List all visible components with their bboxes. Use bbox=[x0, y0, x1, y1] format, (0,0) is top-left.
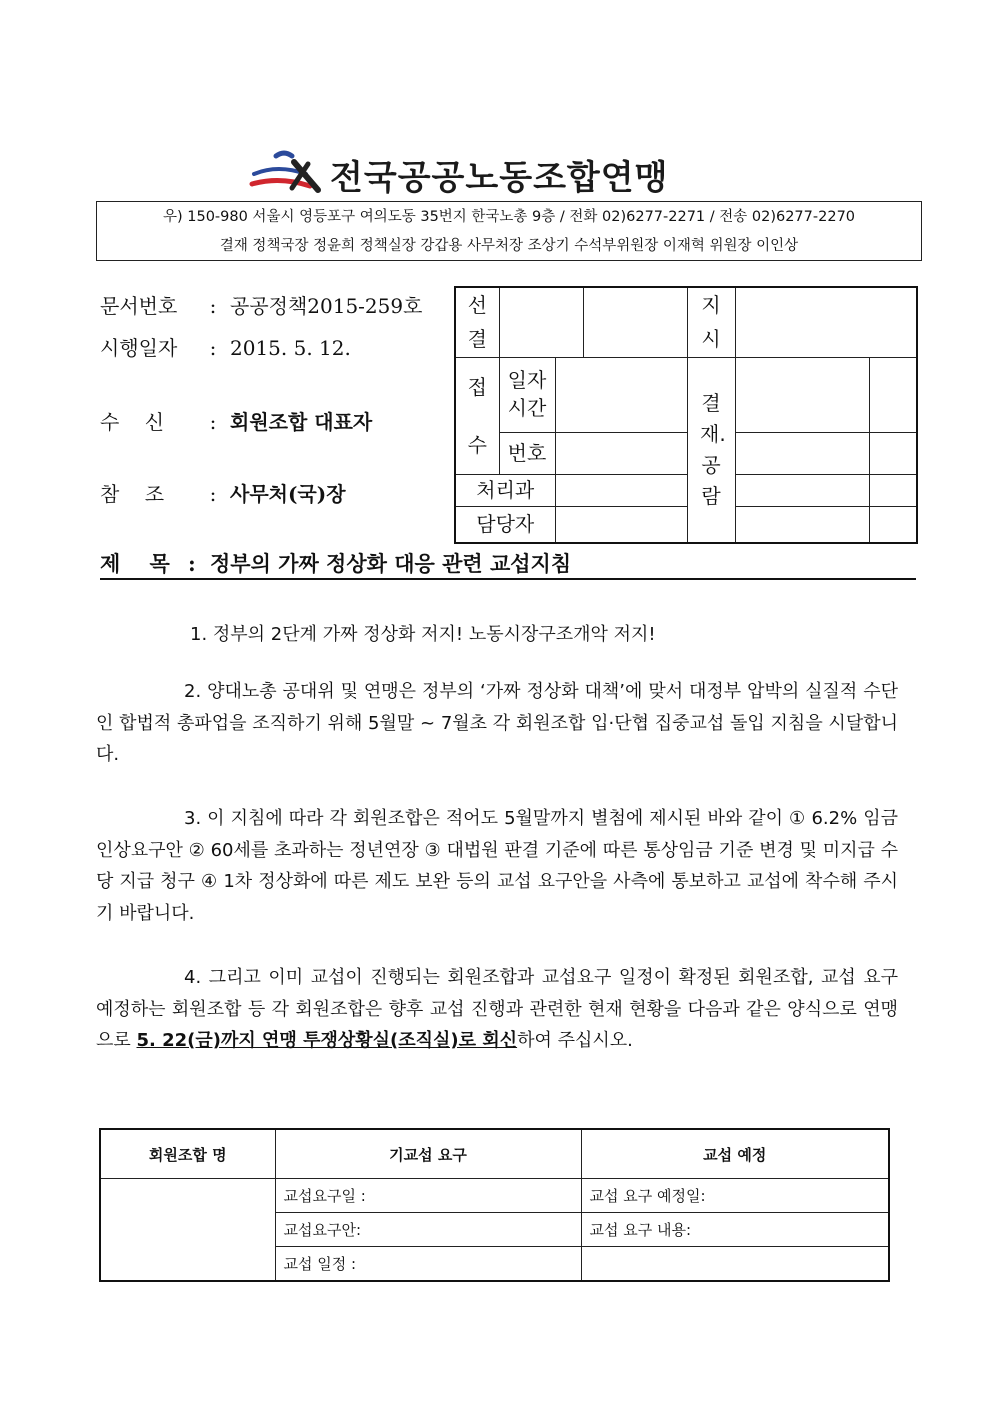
org-logo bbox=[248, 148, 748, 196]
blank-cell bbox=[583, 287, 687, 357]
gyeoljae-gongram-cell: 결재.공람 bbox=[687, 357, 735, 543]
paragraph-2: 2. 양대노총 공대위 및 연맹은 정부의 ‘가짜 정상화 대책’에 맞서 대정부 압박의 실질적 수단인 합법적 총파업을 조직하기 위해 5월말 ~ 7월초 각 회원조합 입·단협 집중교섭 돌입 지침을 시달합니다. bbox=[96, 681, 898, 765]
org-name: 전국공공노동조합연맹 bbox=[330, 158, 669, 198]
paragraph-3: 3. 이 지침에 따라 각 회원조합은 적어도 5월말까지 별첨에 제시된 바와 같이 ① 6.2% 임금 인상요구안 ② 60세를 초과하는 정년연장 ③ 대법원 판결 기준에 따른 통상임금 기준 변경 및 미지급 수당 지급 청구 ④ 1차 정상화에 따른 제도 보완 등의 교섭 요구안을 사측에 통보하고 교섭에 착수해 주시기 바랍니다. bbox=[96, 808, 898, 924]
reference-row bbox=[100, 478, 346, 507]
table-cell[interactable]: 교섭요구안: bbox=[275, 1213, 581, 1247]
date-value: 2015. 5. 12. bbox=[230, 336, 351, 360]
table-cell[interactable]: 교섭 요구 내용: bbox=[581, 1213, 889, 1247]
table-row bbox=[100, 1179, 889, 1213]
approval-line: 결재 정책국장 정윤희 정책실장 강갑용 사무처장 조상기 수석부위원장 이재혁 위원장 이인상 bbox=[219, 238, 799, 254]
blank-cell bbox=[735, 474, 869, 506]
ilja-sigan-cell: 일자시간 bbox=[499, 357, 555, 432]
blank-cell bbox=[869, 506, 917, 543]
column-header: 기교섭 요구 bbox=[275, 1129, 581, 1179]
blank-cell bbox=[869, 432, 917, 474]
blank-cell bbox=[555, 474, 687, 506]
approval-grid bbox=[454, 286, 916, 537]
blank-cell bbox=[869, 474, 917, 506]
recipient-label: 수 신 bbox=[100, 410, 165, 434]
blank-cell bbox=[869, 357, 917, 432]
colon: : bbox=[188, 551, 196, 576]
blank-cell bbox=[555, 357, 687, 432]
address-line: 우) 150-980 서울시 영등포구 여의도동 35번지 한국노총 9층 / 전화 02)6277-2271 / 전송 02)6277-2270 bbox=[162, 209, 856, 225]
cheorigwa-cell: 처리과 bbox=[455, 474, 555, 506]
paragraph-4: 4. 그리고 이미 교섭이 진행되는 회원조합과 교섭요구 일정이 확정된 회원조합, 교섭 요구 예정하는 회원조합 등 각 회원조합은 향후 교섭 진행과 관련한 현재 현황을 다음과 같은 양식으로 연맹으로 5. 22(금)까지 연맹 투쟁상황실(조직실)로 회신하여 주십시오. bbox=[96, 967, 898, 1051]
beonho-cell: 번호 bbox=[499, 432, 555, 474]
blank-cell bbox=[499, 287, 583, 357]
colon: : bbox=[209, 336, 217, 360]
table-cell[interactable]: 교섭 일정 : bbox=[275, 1247, 581, 1282]
subject-text: 정부의 가짜 정상화 대응 관련 교섭지침 bbox=[210, 551, 572, 576]
table-cell[interactable]: 교섭 요구 예정일: bbox=[581, 1179, 889, 1213]
doc-number-label: 문서번호 bbox=[100, 294, 178, 318]
address-box bbox=[96, 201, 922, 261]
jisi-cell: 지시 bbox=[687, 287, 735, 357]
colon: : bbox=[209, 410, 217, 434]
blank-cell bbox=[735, 287, 917, 357]
blank-cell bbox=[735, 506, 869, 543]
status-form-table bbox=[99, 1128, 890, 1282]
reference-label: 참 조 bbox=[100, 482, 165, 506]
jeopsu-cell: 접수 bbox=[455, 357, 499, 474]
recipient-row bbox=[100, 406, 372, 435]
colon: : bbox=[209, 294, 217, 318]
colon: : bbox=[209, 482, 217, 506]
column-header: 교섭 예정 bbox=[581, 1129, 889, 1179]
blank-cell bbox=[735, 357, 869, 432]
subject-label: 제 목 bbox=[100, 551, 170, 576]
union-emblem-icon bbox=[248, 148, 328, 196]
union-name-cell[interactable] bbox=[100, 1179, 275, 1282]
seongyeol-cell: 선결 bbox=[455, 287, 499, 357]
subject-line bbox=[100, 548, 916, 580]
doc-number: 공공정책2015-259호 bbox=[230, 294, 423, 318]
reference: 사무처(국)장 bbox=[230, 482, 346, 506]
paragraph-1: 1. 정부의 2단계 가짜 정상화 저지! 노동시장구조개악 저지! bbox=[190, 624, 656, 645]
blank-cell bbox=[555, 432, 687, 474]
reply-deadline: 5. 22(금)까지 연맹 투쟁상황실(조직실)로 회신 bbox=[136, 1030, 518, 1051]
table-cell[interactable] bbox=[581, 1247, 889, 1282]
blank-cell bbox=[555, 506, 687, 543]
date-row bbox=[100, 332, 351, 361]
blank-cell bbox=[735, 432, 869, 474]
date-label: 시행일자 bbox=[100, 336, 178, 360]
doc-number-row bbox=[100, 290, 422, 319]
recipient: 회원조합 대표자 bbox=[230, 410, 373, 434]
table-cell[interactable]: 교섭요구일 : bbox=[275, 1179, 581, 1213]
column-header: 회원조합 명 bbox=[100, 1129, 275, 1179]
damdangja-cell: 담당자 bbox=[455, 506, 555, 543]
